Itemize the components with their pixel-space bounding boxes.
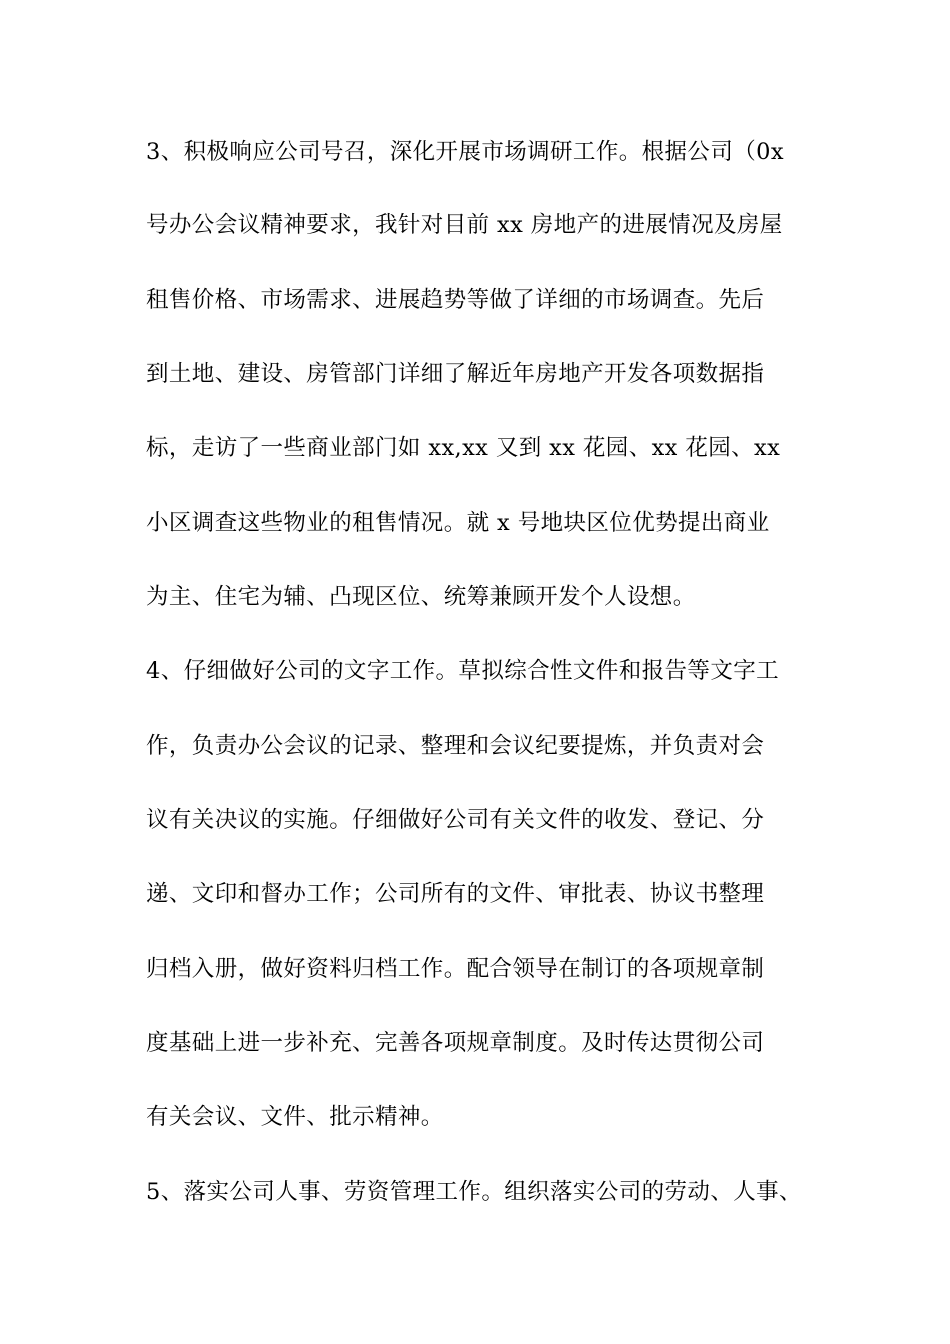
text-line: 递、文印和督办工作；公司所有的文件、审批表、协议书整理 [146, 881, 765, 907]
text-line: 租售价格、市场需求、进展趋势等做了详细的市场调查。先后 [146, 287, 765, 313]
text-line: 标，走访了一些商业部门如 xx,xx 又到 xx 花园、xx 花园、xx [146, 435, 781, 461]
text-line: 4、仔细做好公司的文字工作。草拟综合性文件和报告等文字工 [146, 658, 780, 684]
text-line: 3、积极响应公司号召，深化开展市场调研工作。根据公司（0x [146, 139, 784, 165]
text-line: 议有关决议的实施。仔细做好公司有关文件的收发、登记、分 [146, 807, 765, 833]
text-line: 归档入册，做好资料归档工作。配合领导在制订的各项规章制 [146, 956, 765, 982]
text-line: 5、落实公司人事、劳资管理工作。组织落实公司的劳动、人事、 [146, 1179, 802, 1205]
text-line: 号办公会议精神要求，我针对目前 xx 房地产的进展情况及房屋 [146, 212, 783, 238]
text-line: 有关会议、文件、批示精神。 [146, 1104, 444, 1130]
text-line: 小区调查这些物业的租售情况。就 x 号地块区位优势提出商业 [146, 510, 770, 536]
text-line: 为主、住宅为辅、凸现区位、统筹兼顾开发个人设想。 [146, 584, 696, 610]
text-line: 到土地、建设、房管部门详细了解近年房地产开发各项数据指 [146, 361, 765, 387]
text-line: 作，负责办公会议的记录、整理和会议纪要提炼，并负责对会 [146, 733, 765, 759]
text-line: 度基础上进一步补充、完善各项规章制度。及时传达贯彻公司 [146, 1030, 765, 1056]
